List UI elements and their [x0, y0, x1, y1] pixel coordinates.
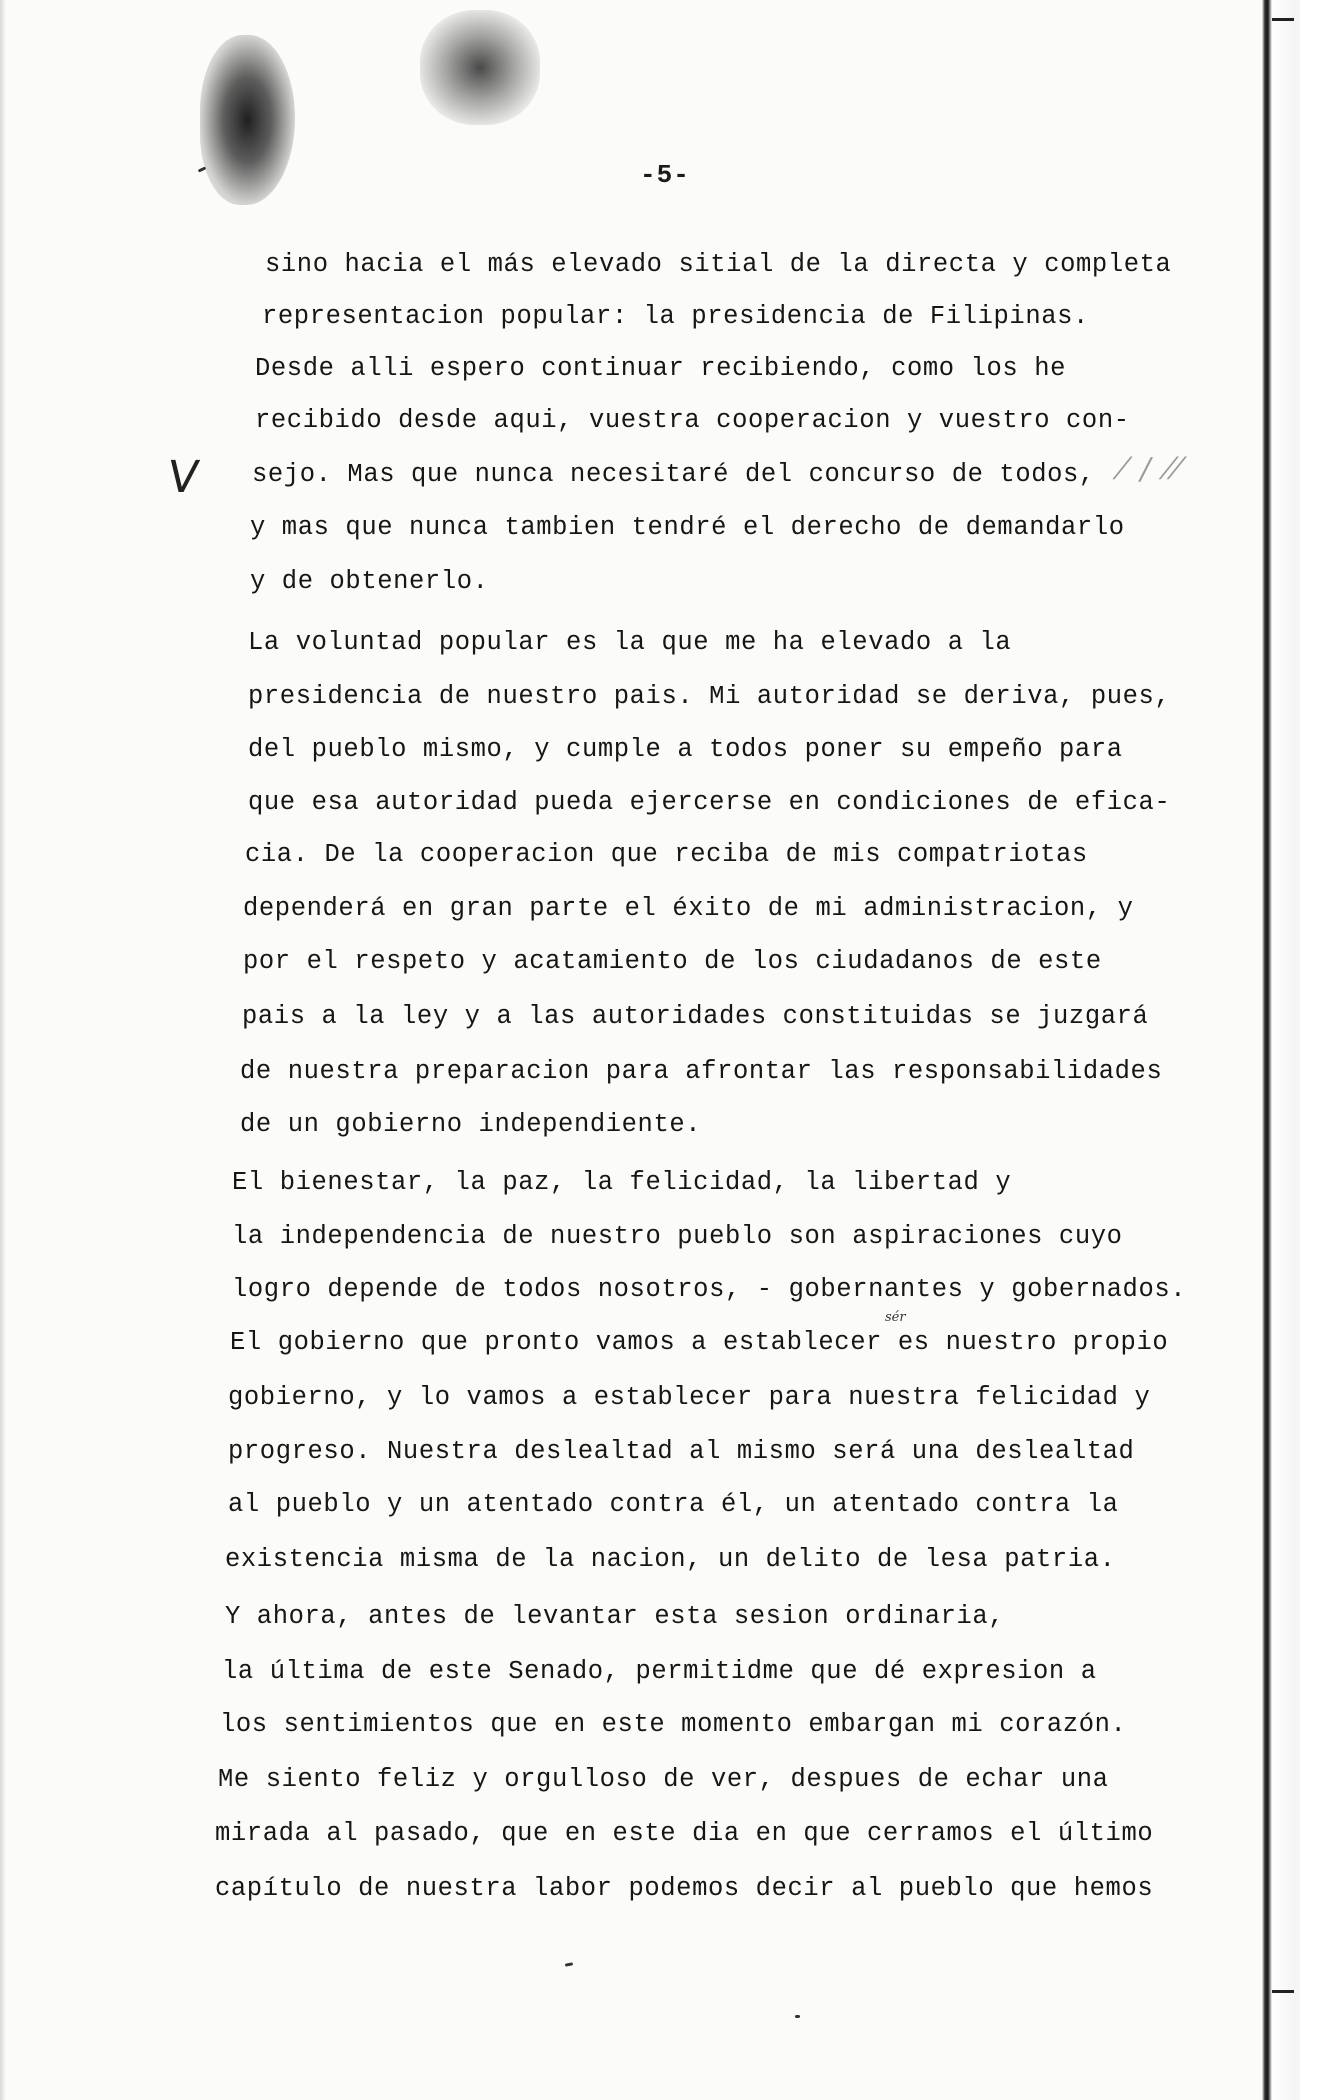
text-line: recibido desde aqui, vuestra cooperacion y vuestro con-	[255, 406, 1130, 435]
text-line: representacion popular: la presidencia de Filipinas.	[262, 302, 1089, 331]
margin-pencil-scribble: ⁄ ∕ ⁄⁄	[1120, 452, 1183, 487]
text-line: que esa autoridad pueda ejercerse en condiciones de efica-	[248, 788, 1171, 817]
text-line: la independencia de nuestro pueblo son aspiraciones cuyo	[232, 1222, 1123, 1251]
text-line: gobierno, y lo vamos a establecer para nuestra felicidad y	[228, 1383, 1151, 1412]
text-line: El gobierno que pronto vamos a establecer es nuestro propio	[230, 1328, 1169, 1357]
text-line: capítulo de nuestra labor podemos decir al pueblo que hemos	[215, 1874, 1154, 1903]
text-line: logro depende de todos nosotros, - gobernantes y gobernados.	[232, 1275, 1187, 1304]
text-line: El bienestar, la paz, la felicidad, la libertad y	[232, 1168, 1012, 1197]
text-line: pais a la ley y a las autoridades constituidas se juzgará	[242, 1002, 1149, 1031]
interlinear-annotation: sér	[885, 1310, 906, 1325]
text-line: de un gobierno independiente.	[240, 1110, 702, 1139]
text-line: progreso. Nuestra deslealtad al mismo será una deslealtad	[228, 1437, 1135, 1466]
margin-check-mark: V	[164, 452, 202, 503]
text-line: mirada al pasado, que en este dia en que cerramos el último	[215, 1819, 1154, 1848]
text-line: existencia misma de la nacion, un delito de lesa patria.	[225, 1545, 1116, 1574]
text-line: los sentimientos que en este momento embargan mi corazón.	[220, 1710, 1127, 1739]
text-line: Desde alli espero continuar recibiendo, como los he	[255, 354, 1067, 383]
text-line: dependerá en gran parte el éxito de mi administracion, y	[243, 894, 1134, 923]
text-line: La voluntad popular es la que me ha elevado a la	[248, 628, 1012, 657]
text-line: presidencia de nuestro pais. Mi autoridad se deriva, pues,	[248, 682, 1171, 711]
text-line: por el respeto y acatamiento de los ciudadanos de este	[243, 947, 1102, 976]
text-line: del pueblo mismo, y cumple a todos poner su empeño para	[248, 735, 1123, 764]
text-line: y de obtenerlo.	[250, 567, 489, 596]
page-number: -5-	[640, 160, 690, 190]
text-line: sino hacia el más elevado sitial de la directa y completa	[265, 250, 1172, 279]
text-line: Y ahora, antes de levantar esta sesion ordinaria,	[225, 1602, 1005, 1631]
text-line: cia. De la cooperacion que reciba de mis compatriotas	[245, 840, 1088, 869]
text-line: la última de este Senado, permitidme que dé expresion a	[222, 1657, 1097, 1686]
text-line: y mas que nunca tambien tendré el derecho de demandarlo	[250, 513, 1125, 542]
text-line: al pueblo y un atentado contra él, un atentado contra la	[228, 1490, 1119, 1519]
text-line: Me siento feliz y orgulloso de ver, despues de echar una	[218, 1765, 1109, 1794]
text-line: sejo. Mas que nunca necesitaré del concurso de todos,	[252, 460, 1095, 489]
text-line: de nuestra preparacion para afrontar las responsabilidades	[240, 1057, 1163, 1086]
